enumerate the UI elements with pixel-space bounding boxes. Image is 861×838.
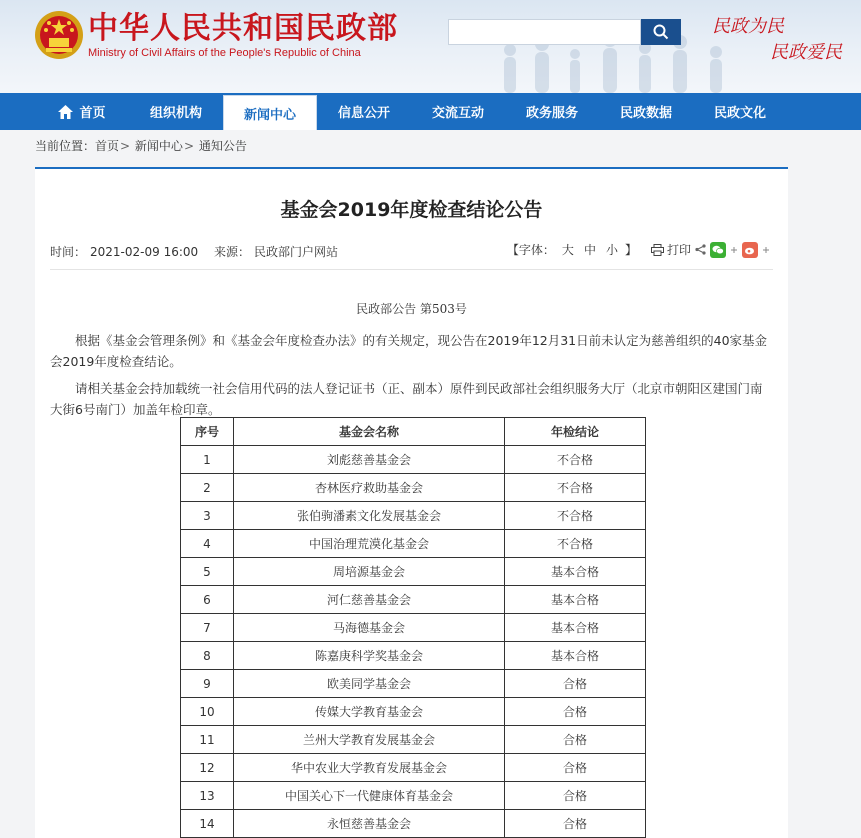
nav-item-label: 首页: [79, 106, 106, 121]
row-no: 9: [181, 670, 234, 698]
breadcrumb-notices-link[interactable]: 通知公告: [198, 139, 247, 153]
weibo-icon: [744, 245, 756, 255]
nav-item-organization[interactable]: [129, 93, 223, 130]
inspection-result: 合格: [505, 726, 646, 754]
inspection-result: 基本合格: [505, 586, 646, 614]
time-label: 时间：: [50, 245, 87, 259]
breadcrumb-label: 当前位置：: [35, 139, 96, 153]
article-source: 民政部门户网站: [254, 245, 339, 259]
foundation-name: 陈嘉庚科学奖基金会: [234, 642, 505, 670]
font-size-label: 【字体：: [506, 243, 555, 257]
row-no: 4: [181, 530, 234, 558]
foundation-name: 永恒慈善基金会: [234, 810, 505, 838]
nav-item-label: 信息公开: [337, 106, 390, 121]
table-row: [181, 558, 646, 586]
inspection-result: 合格: [505, 754, 646, 782]
wechat-share-button[interactable]: [710, 242, 726, 258]
search-input[interactable]: [448, 19, 641, 45]
search-icon: [653, 24, 669, 40]
article-content: [35, 167, 788, 838]
nav-item-news-center[interactable]: [223, 95, 317, 130]
article-paragraph: 根据《基金会管理条例》和《基金会年度检查办法》的有关规定，现公告在2019年12月31日前未认定为慈善组织的40家基金会2019年度检查结论。: [50, 333, 768, 369]
printer-icon: [651, 244, 664, 256]
foundation-name: 张伯驹潘素文化发展基金会: [234, 502, 505, 530]
foundation-name: 杏林医疗救助基金会: [234, 474, 505, 502]
inspection-result: 合格: [505, 782, 646, 810]
document-number: 民政部公告 第503号: [356, 302, 467, 316]
nav-item-label: 民政数据: [619, 106, 672, 121]
nav-item-label: 新闻中心: [243, 107, 296, 123]
nav-item-civil-culture[interactable]: [693, 93, 787, 130]
slogan-line-1: 民政为民: [712, 16, 784, 37]
table-row: [181, 726, 646, 754]
row-no: 6: [181, 586, 234, 614]
site-header: [0, 0, 861, 93]
table-row: [181, 586, 646, 614]
inspection-result: 基本合格: [505, 614, 646, 642]
article-title: 基金会2019年度检查结论公告: [280, 199, 543, 221]
foundation-name: 周培源基金会: [234, 558, 505, 586]
table-row: [181, 446, 646, 474]
foundation-name: 马海德基金会: [234, 614, 505, 642]
nav-item-interaction[interactable]: [411, 93, 505, 130]
source-label: 来源：: [213, 245, 250, 259]
meta-divider: [50, 269, 773, 270]
font-size-medium-button[interactable]: 中: [583, 243, 596, 257]
site-title-en: Ministry of Civil Affairs of the People's Republic of China: [88, 47, 361, 59]
table-row: [181, 698, 646, 726]
nav-item-label: 组织机构: [149, 106, 202, 121]
row-no: 1: [181, 446, 234, 474]
print-button[interactable]: [651, 241, 691, 258]
breadcrumb-separator: >: [120, 139, 131, 153]
nav-item-label: 民政文化: [713, 106, 766, 121]
header-foundation-name: 基金会名称: [234, 418, 505, 446]
wechat-icon: [712, 245, 724, 255]
table-row: [181, 670, 646, 698]
header-no: 序号: [181, 418, 234, 446]
foundation-name: 中国关心下一代健康体育基金会: [234, 782, 505, 810]
breadcrumb: [35, 137, 247, 154]
inspection-results-table: [180, 417, 646, 838]
table-row: [181, 614, 646, 642]
font-size-bracket: 】: [624, 243, 637, 257]
row-no: 2: [181, 474, 234, 502]
row-no: 5: [181, 558, 234, 586]
row-no: 13: [181, 782, 234, 810]
national-emblem-logo: [34, 10, 84, 60]
table-row: [181, 474, 646, 502]
font-size-large-button[interactable]: 大: [561, 243, 574, 257]
nav-item-gov-services[interactable]: [505, 93, 599, 130]
row-no: 3: [181, 502, 234, 530]
row-no: 8: [181, 642, 234, 670]
table-row: [181, 530, 646, 558]
plus-icon: [762, 246, 770, 254]
inspection-result: 不合格: [505, 474, 646, 502]
row-no: 10: [181, 698, 234, 726]
foundation-name: 欧美同学基金会: [234, 670, 505, 698]
site-title-cn: 中华人民共和国民政部: [88, 11, 398, 46]
foundation-name: 传媒大学教育基金会: [234, 698, 505, 726]
row-no: 14: [181, 810, 234, 838]
nav-item-info-disclosure[interactable]: [317, 93, 411, 130]
foundation-name: 河仁慈善基金会: [234, 586, 505, 614]
foundation-name: 兰州大学教育发展基金会: [234, 726, 505, 754]
inspection-result: 合格: [505, 698, 646, 726]
row-no: 11: [181, 726, 234, 754]
header-result: 年检结论: [505, 418, 646, 446]
search-button[interactable]: [641, 19, 681, 45]
weibo-share-button[interactable]: [742, 242, 758, 258]
slogan-line-2: 民政爱民: [770, 42, 842, 63]
publish-time: 2021-02-09 16:00: [90, 245, 199, 259]
table-row: [181, 810, 646, 838]
foundation-name: 刘彪慈善基金会: [234, 446, 505, 474]
inspection-result: 基本合格: [505, 642, 646, 670]
article-tools: [507, 241, 770, 258]
table-header-row: [181, 418, 646, 446]
nav-item-civil-data[interactable]: [599, 93, 693, 130]
inspection-result: 合格: [505, 810, 646, 838]
breadcrumb-separator: >: [183, 139, 194, 153]
table-row: [181, 754, 646, 782]
breadcrumb-home-link[interactable]: 首页: [95, 139, 120, 153]
article-paragraph: 请相关基金会持加载统一社会信用代码的法人登记证书（正、副本）原件到民政部社会组织服务大厅（北京市朝阳区建国门南大街6号南门）加盖年检印章。: [50, 381, 763, 417]
table-row: [181, 502, 646, 530]
nav-item-home[interactable]: [35, 93, 129, 130]
nav-item-label: 政务服务: [525, 106, 578, 121]
row-no: 7: [181, 614, 234, 642]
table-row: [181, 642, 646, 670]
home-icon: [58, 105, 73, 119]
table-row: [181, 782, 646, 810]
nav-item-label: 交流互动: [431, 106, 484, 121]
plus-icon: [730, 246, 738, 254]
inspection-result: 不合格: [505, 502, 646, 530]
row-no: 12: [181, 754, 234, 782]
inspection-result: 基本合格: [505, 558, 646, 586]
article-meta: [50, 243, 342, 260]
main-nav: [0, 93, 861, 130]
inspection-result: 不合格: [505, 530, 646, 558]
font-size-small-button[interactable]: 小: [605, 243, 618, 257]
share-icon[interactable]: [695, 244, 706, 255]
foundation-name: 中国治理荒漠化基金会: [234, 530, 505, 558]
breadcrumb-news-center-link[interactable]: 新闻中心: [134, 139, 183, 153]
inspection-result: 不合格: [505, 446, 646, 474]
foundation-name: 华中农业大学教育发展基金会: [234, 754, 505, 782]
inspection-result: 合格: [505, 670, 646, 698]
print-label: 打印: [666, 243, 691, 257]
